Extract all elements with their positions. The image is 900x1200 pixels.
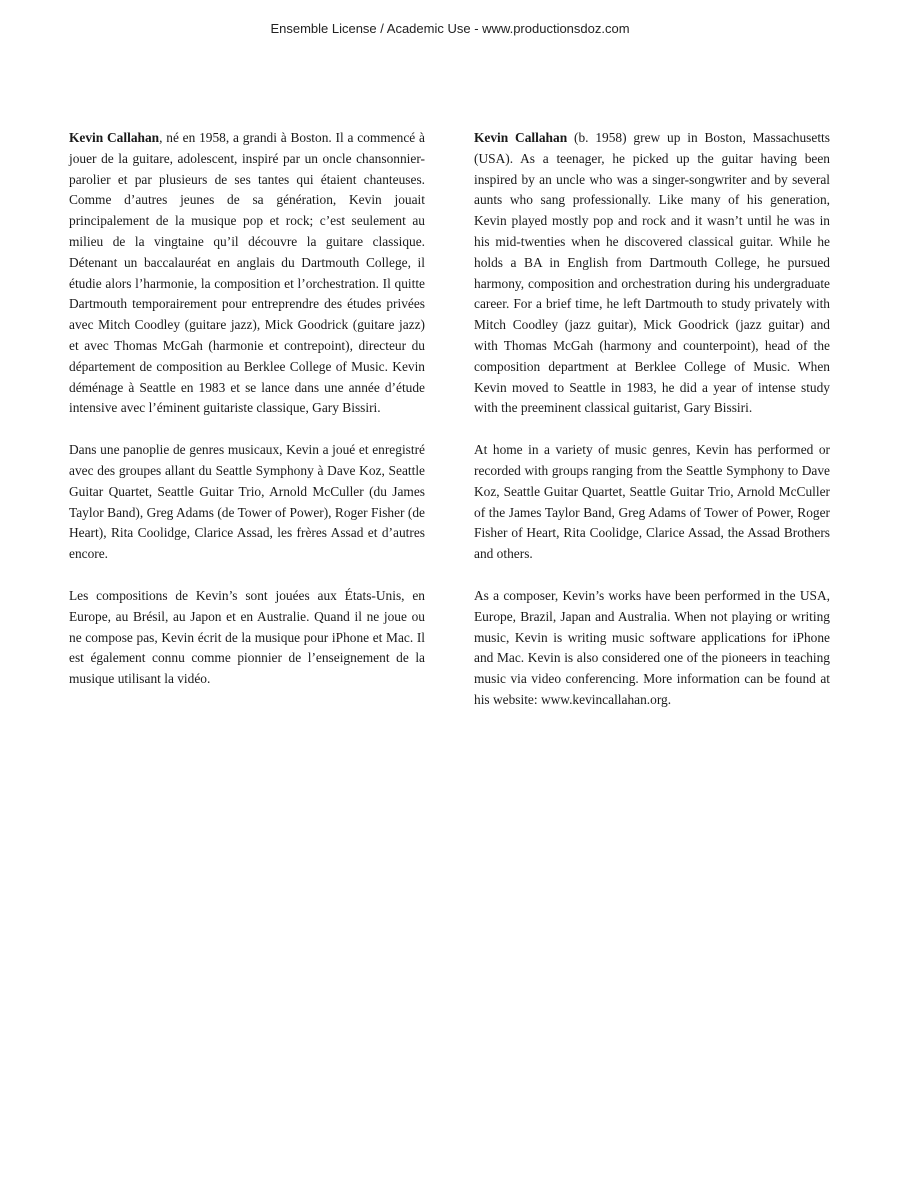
french-paragraph-3: Les compositions de Kevin’s sont jouées aux États-Unis, en Europe, au Brésil, au Japon et en Australie. Quand il ne joue ou ne compose pas, Kevin écrit de la musique pour iPhone et Mac. Il est également connu comme pionnier de l’enseignement de la musique utilisant la vidéo. — [69, 587, 425, 687]
english-paragraph-3: As a composer, Kevin’s works have been performed in the USA, Europe, Brazil, Japan and Australia. When not playing or writing music, Kevin is writing music software applications for iPhone and Mac. Kevin is also considered one of the pioneers in teaching music via video conferencing. More information can be found at his website: www.kevincallahan.org. — [474, 587, 830, 707]
french-paragraph-1-text: , né en 1958, a grandi à Boston. Il a commencé à jouer de la guitare, adolescent, inspiré par un oncle chansonnier-parolier et par plusieurs de ses tantes qui étaient chanteuses. Comme d’autres jeunes de sa génération, Kevin jouait principalement de la musique pop et rock; c’est seulement au milieu de la vingtaine qu’il découvre la guitare classique. Détenant un baccalauréat en anglais du Dartmouth College, il étudie alors l’harmonie, la composition et l’orchestration. Il quitte Dartmouth temporairement pour entreprendre des études privées avec Mitch Coodley (guitare jazz), Mick Goodrick (guitare jazz) et avec Thomas McGah (harmonie et contrepoint), directeur du département de composition au Berklee College of Music. Kevin déménage à Seattle en 1983 et se lance dans une année d’étude intensive avec l’éminent guitariste classique, Gary Bissiri. — [69, 130, 425, 416]
license-header: Ensemble License / Academic Use - www.productionsdoz.com — [270, 21, 630, 36]
english-artist-name: Kevin Callahan — [474, 130, 568, 145]
french-paragraph-1 — [69, 128, 425, 419]
english-biography-column — [474, 128, 830, 732]
french-paragraph-2: Dans une panoplie de genres musicaux, Kevin a joué et enregistré avec des groupes allant du Seattle Symphony à Dave Koz, Seattle Guitar Quartet, Seattle Guitar Trio, Arnold McCuller (du James Taylor Band), Greg Adams (de Tower of Power), Roger Fisher (de Heart), Rita Coolidge, Clarice Assad, les frères Assad et d’autres encore. — [69, 442, 425, 562]
french-biography-column — [69, 128, 425, 711]
english-paragraph-2: At home in a variety of music genres, Kevin has performed or recorded with groups ranging from the Seattle Symphony to Dave Koz, Seattle Guitar Quartet, Seattle Guitar Trio, Arnold McCuller of the James Taylor Band, Greg Adams of Tower of Power, Roger Fisher of Heart, Rita Coolidge, Clarice Assad, the Assad Brothers and others. — [474, 442, 830, 562]
french-artist-name: Kevin Callahan — [69, 130, 160, 145]
english-paragraph-1 — [474, 128, 830, 419]
english-paragraph-1-text: (b. 1958) grew up in Boston, Massachusetts (USA). As a teenager, he picked up the guitar having been inspired by an uncle who was a singer-songwriter and by several aunts who sang professionally. Like many of his generation, Kevin played mostly pop and rock and it wasn’t until he was in his mid-twenties when he discovered classical guitar. While he holds a BA in English from Dartmouth College, he pursued harmony, composition and orchestration during his undergraduate career. For a brief time, he left Dartmouth to study privately with Mitch Coodley (jazz guitar), Mick Goodrick (jazz guitar) and with Thomas McGah (harmony and counterpoint), head of the composition department at Berklee College of Music. When Kevin moved to Seattle in 1983, he did a year of intense study with the preeminent classical guitarist, Gary Bissiri. — [474, 130, 830, 416]
